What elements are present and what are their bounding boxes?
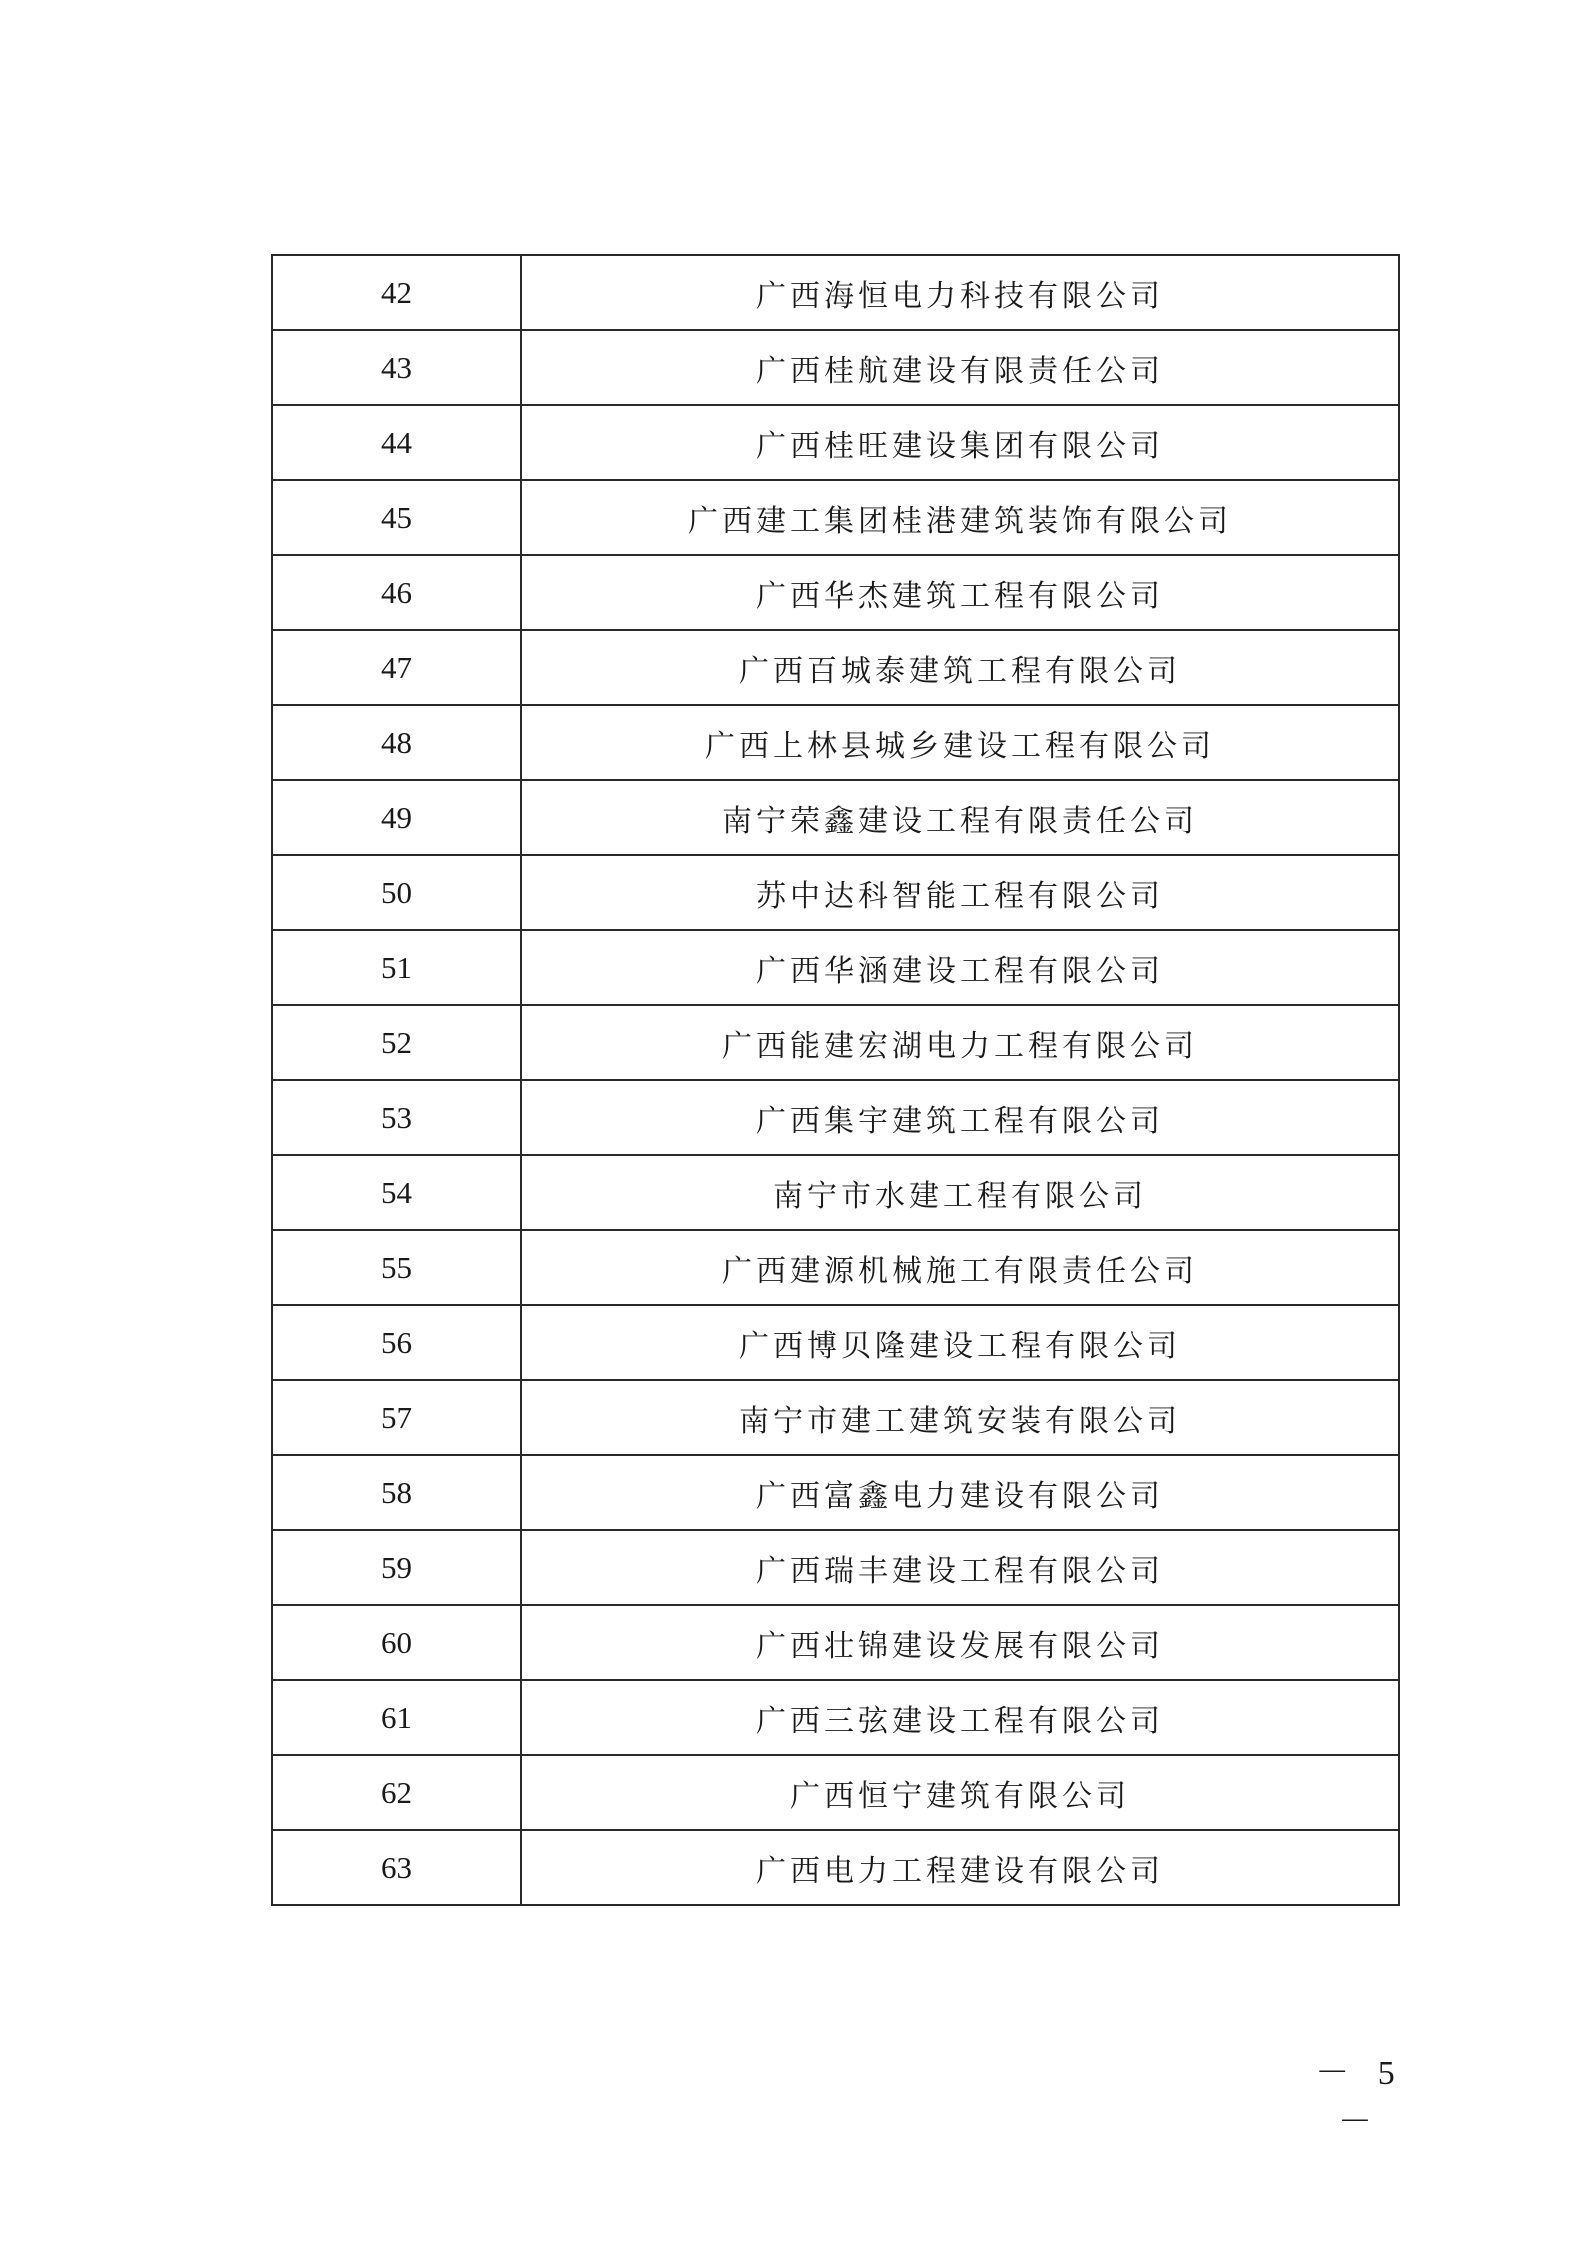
company-name: 广西壮锦建设发展有限公司 (521, 1605, 1399, 1680)
row-number: 57 (272, 1380, 521, 1455)
company-name: 广西百城泰建筑工程有限公司 (521, 630, 1399, 705)
table-row (272, 1530, 1399, 1605)
row-number: 56 (272, 1305, 521, 1380)
company-name: 广西桂旺建设集团有限公司 (521, 405, 1399, 480)
row-number: 45 (272, 480, 521, 555)
table-row (272, 1080, 1399, 1155)
row-number: 46 (272, 555, 521, 630)
table-row (272, 1005, 1399, 1080)
company-name: 广西集宇建筑工程有限公司 (521, 1080, 1399, 1155)
row-number: 58 (272, 1455, 521, 1530)
row-number: 50 (272, 855, 521, 930)
row-number: 55 (272, 1230, 521, 1305)
table-row (272, 1605, 1399, 1680)
table-row (272, 780, 1399, 855)
company-name: 南宁荣鑫建设工程有限责任公司 (521, 780, 1399, 855)
table-row (272, 1755, 1399, 1830)
row-number: 52 (272, 1005, 521, 1080)
table-row (272, 1305, 1399, 1380)
table-row (272, 1230, 1399, 1305)
table-row (272, 255, 1399, 330)
company-name: 广西华涵建设工程有限公司 (521, 930, 1399, 1005)
row-number: 49 (272, 780, 521, 855)
table-row (272, 480, 1399, 555)
table-row (272, 555, 1399, 630)
company-name: 广西电力工程建设有限公司 (521, 1830, 1399, 1905)
company-name: 广西瑞丰建设工程有限公司 (521, 1530, 1399, 1605)
table-row (272, 330, 1399, 405)
company-name: 南宁市建工建筑安装有限公司 (521, 1380, 1399, 1455)
row-number: 63 (272, 1830, 521, 1905)
table-row (272, 855, 1399, 930)
row-number: 60 (272, 1605, 521, 1680)
company-name: 南宁市水建工程有限公司 (521, 1155, 1399, 1230)
table-row (272, 930, 1399, 1005)
table-row (272, 630, 1399, 705)
company-name: 广西上林县城乡建设工程有限公司 (521, 705, 1399, 780)
company-list-table (271, 254, 1400, 1906)
table-row (272, 1680, 1399, 1755)
page-number: － 5 － (1315, 2055, 1405, 2141)
table-row (272, 705, 1399, 780)
company-name: 广西海恒电力科技有限公司 (521, 255, 1399, 330)
table-row (272, 1830, 1399, 1905)
company-name: 广西能建宏湖电力工程有限公司 (521, 1005, 1399, 1080)
row-number: 42 (272, 255, 521, 330)
company-name: 广西建源机械施工有限责任公司 (521, 1230, 1399, 1305)
row-number: 43 (272, 330, 521, 405)
table-row (272, 1155, 1399, 1230)
table-row (272, 1455, 1399, 1530)
company-name: 广西博贝隆建设工程有限公司 (521, 1305, 1399, 1380)
company-name: 广西富鑫电力建设有限公司 (521, 1455, 1399, 1530)
company-name: 广西建工集团桂港建筑装饰有限公司 (521, 480, 1399, 555)
company-name: 广西恒宁建筑有限公司 (521, 1755, 1399, 1830)
row-number: 53 (272, 1080, 521, 1155)
row-number: 51 (272, 930, 521, 1005)
company-name: 广西桂航建设有限责任公司 (521, 330, 1399, 405)
row-number: 62 (272, 1755, 521, 1830)
row-number: 59 (272, 1530, 521, 1605)
row-number: 44 (272, 405, 521, 480)
row-number: 54 (272, 1155, 521, 1230)
company-name: 苏中达科智能工程有限公司 (521, 855, 1399, 930)
row-number: 48 (272, 705, 521, 780)
row-number: 61 (272, 1680, 521, 1755)
company-name: 广西三弦建设工程有限公司 (521, 1680, 1399, 1755)
row-number: 47 (272, 630, 521, 705)
company-name: 广西华杰建筑工程有限公司 (521, 555, 1399, 630)
table-row (272, 1380, 1399, 1455)
table-row (272, 405, 1399, 480)
